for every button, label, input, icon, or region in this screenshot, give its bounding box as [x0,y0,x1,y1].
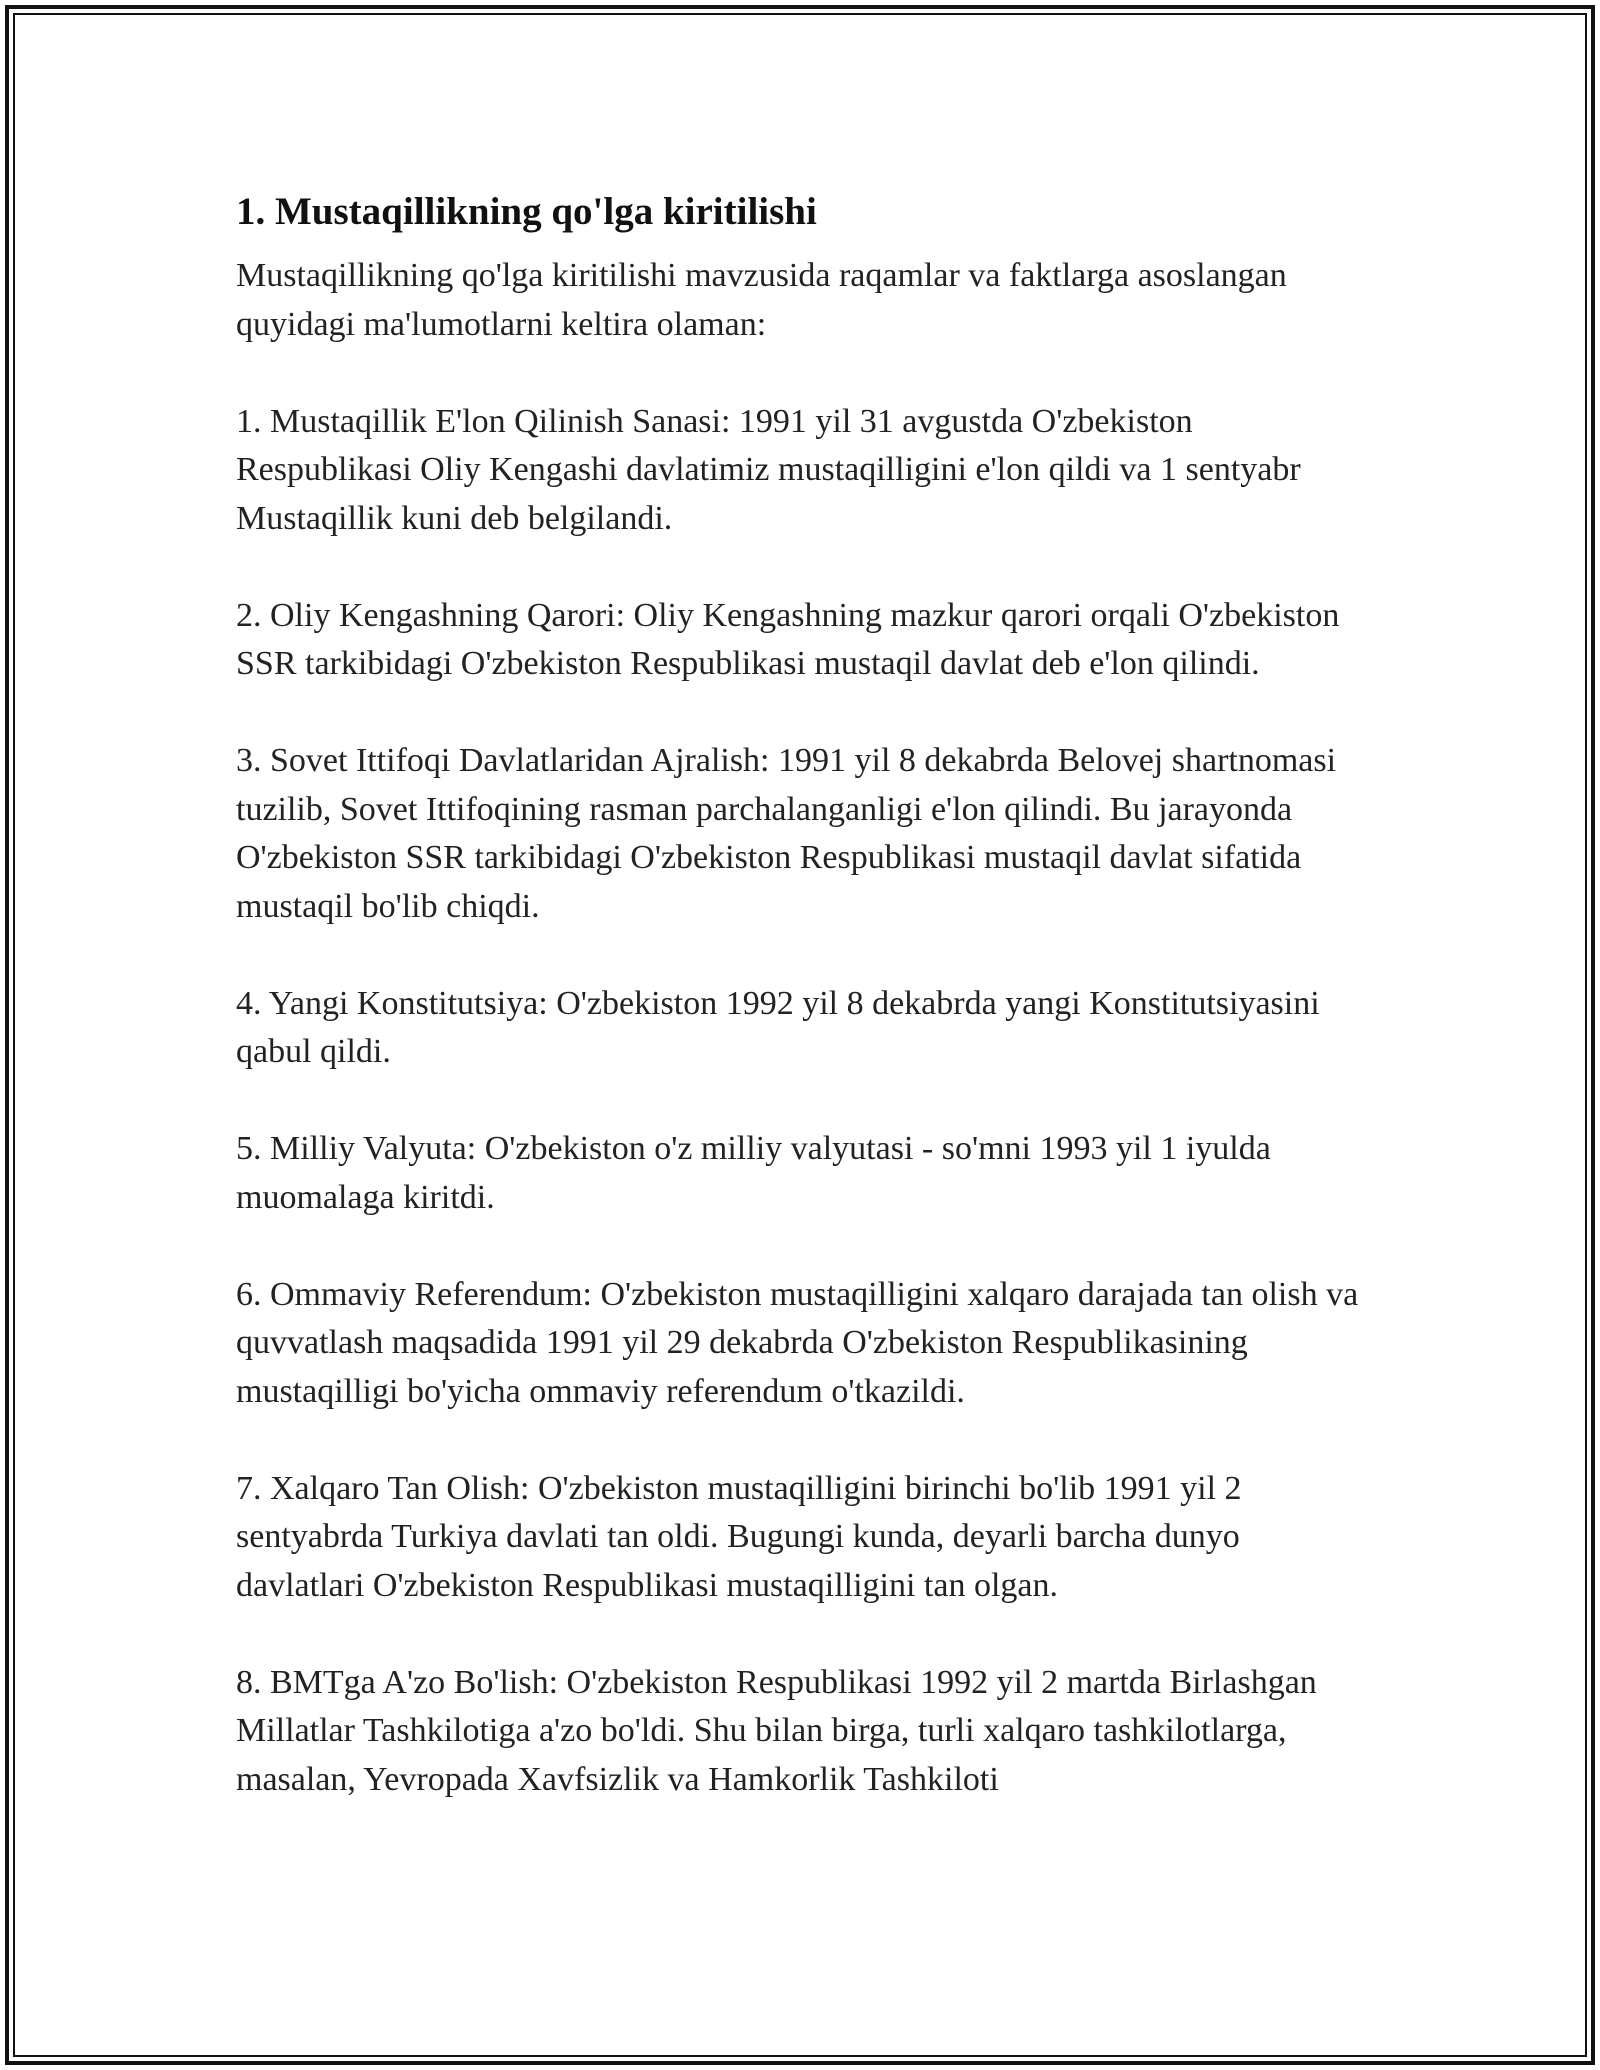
list-item-soviet-separation: 3. Sovet Ittifoqi Davlatlaridan Ajralish: 1991 yil 8 dekabrda Belovej shartnomasi tuzilib, Sovet Ittifoqining rasman parchalanganligi e'lon qilindi. Bu jarayonda O'zbekiston SSR tarkibidagi O'zbekiston Respublikasi mustaqil davlat sifatida mustaqil bo'lib chiqdi. [236,742,1337,925]
list-item-independence-date: 1. Mustaqillik E'lon Qilinish Sanasi: 1991 yil 31 avgustda O'zbekiston Respublikasi Oliy Kengashi davlatimiz mustaqilligini e'lon qildi va 1 sentyabr Mustaqillik kuni deb belgilandi. [236,402,1301,537]
intro-paragraph: Mustaqillikning qo'lga kiritilishi mavzusida raqamlar va faktlarga asoslangan quyidagi ma'lumotlarni keltira olaman: [236,257,1287,343]
list-item-referendum: 6. Ommaviy Referendum: O'zbekiston mustaqilligini xalqaro darajada tan olish va quvvatlash maqsadida 1991 yil 29 dekabrda O'zbekiston Respublikasining mustaqilligi bo'yicha ommaviy referendum o'tkazildi. [236,1275,1359,1410]
list-item-un-membership: 8. BMTga A'zo Bo'lish: O'zbekiston Respublikasi 1992 yil 2 martda Birlashgan Millatlar Tashkilotiga a'zo bo'ldi. Shu bilan birga, turli xalqaro tashkilotlarga, masalan, Yevropada Xavfsizlik va Hamkorlik Tashkiloti [236,1663,1317,1798]
list-item-international-recognition: 7. Xalqaro Tan Olish: O'zbekiston mustaqilligini birinchi bo'lib 1991 yil 2 sentyabrda Turkiya davlati tan oldi. Bugungi kunda, deyarli barcha dunyo davlatlari O'zbekiston Respublikasi mustaqilligini tan olgan. [236,1469,1242,1604]
list-item-national-currency: 5. Milliy Valyuta: O'zbekiston o'z milliy valyutasi - so'mni 1993 yil 1 iyulda muomalaga kiritdi. [236,1130,1271,1216]
document-content [236,186,1368,1804]
list-item-supreme-council-decision: 2. Oliy Kengashning Qarori: Oliy Kengashning mazkur qarori orqali O'zbekiston SSR tarkibidagi O'zbekiston Respublikasi mustaqil davlat deb e'lon qilindi. [236,596,1340,682]
list-item-new-constitution: 4. Yangi Konstitutsiya: O'zbekiston 1992 yil 8 dekabrda yangi Konstitutsiyasini qabul qildi. [236,984,1320,1070]
section-title: 1. Mustaqillikning qo'lga kiritilishi [236,190,817,233]
